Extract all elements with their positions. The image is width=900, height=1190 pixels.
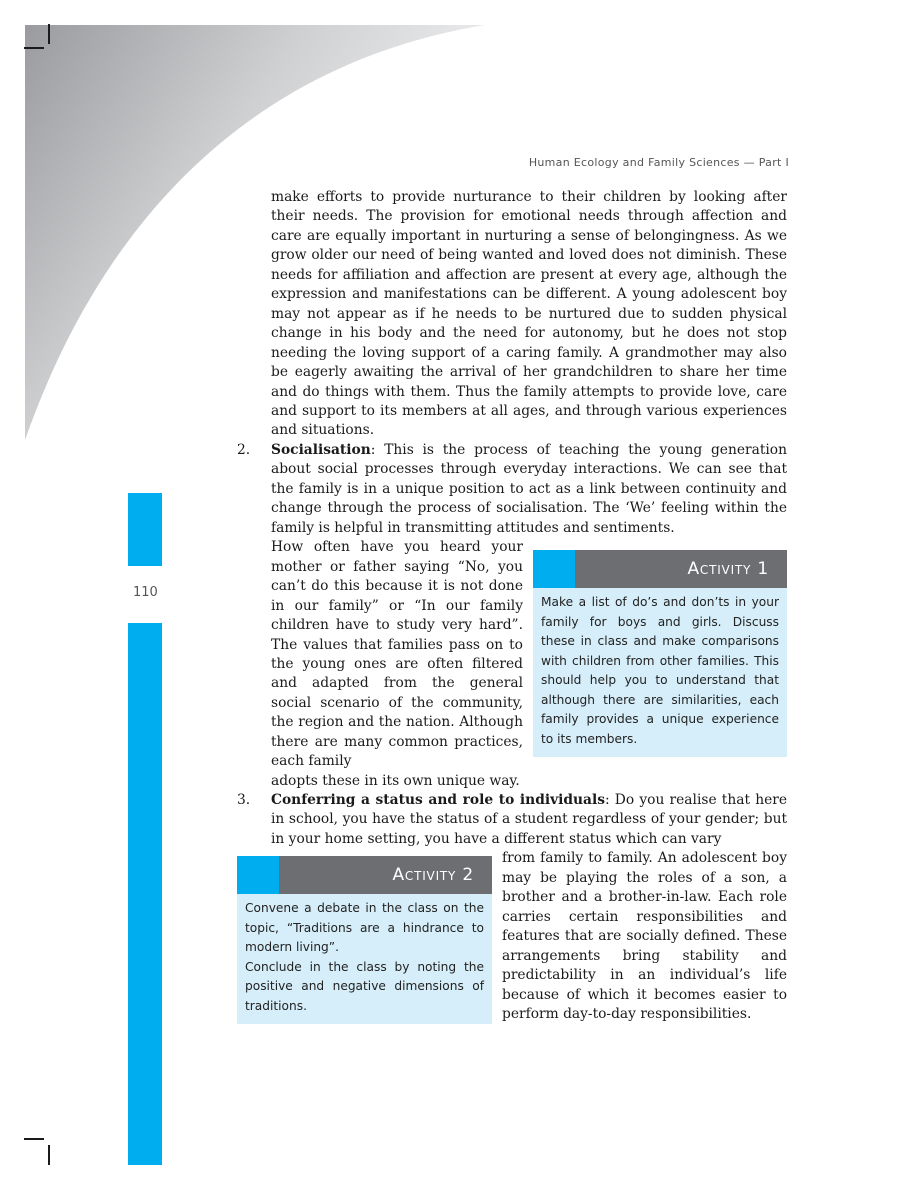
activity-2-body [237,894,492,1024]
activity-1-header [533,550,787,588]
socialisation-tail-text: adopts these in its own unique way. [271,772,520,789]
activity-2-box [237,856,492,1024]
crop-mark-bottom-horizontal [24,1138,44,1140]
list-item-body [271,791,787,849]
crop-mark-bottom-vertical [48,1145,50,1165]
socialisation-wrapped-span: How often have you heard your mother or father saying “No, you can’t do this because it is not done in our family” or “In our family children have to study very hard”. The values that families pass on to the young ones are often filtered and adapted from the general social scenario of the community, the region and the nation. Although there are many common practices, each family [271,539,523,770]
socialisation-heading: Socialisation [271,442,371,458]
status-role-text: : Do you realise that here in school, you have the status of a student regardless of your gender; but in your home setting, you have a different status which can vary [271,792,788,847]
margin-color-bar-bottom [128,623,162,1165]
activity-2-accent [237,856,279,894]
list-number: 2. [237,442,251,458]
page-number: 110 [133,585,158,600]
activity-1-box [533,550,787,757]
activity-2-title: Activity 2 [392,865,474,885]
activity-2-text-2: Conclude in the class by noting the positive and negative dimensions of traditions. [245,959,484,1013]
activity-1-text: Make a list of do’s and don’ts in your family for boys and girls. Discuss these in class and make comparisons with children from other families. This should help you to understand that although there are similarities, each family provides a unique experience to its members. [541,595,779,746]
socialisation-text: : This is the process of teaching the young generation about social processes through everyday interactions. We can see that the family is in a unique position to act as a link between continuity and change through the process of socialisation. The ‘We’ feeling within the family is helpful in transmitting attitudes and sentiments. [271,442,787,536]
socialisation-paragraph [271,441,787,538]
crop-mark-top-vertical [48,24,50,44]
intro-paragraph: make efforts to provide nurturance to their children by looking after their needs. The provision for emotional needs through affection and care are equally important in nurturing a sense of belongingness. As we grow older our need of being wanted and loved does not diminish. These needs for affiliation and affection are present at every age, although the expression and manifestations can be different. A young adolescent boy may not appear as if he needs to be nurtured due to sudden physical change in his body and the need for autonomy, but he does not stop needing the loving support of a caring family. A grandmother may also be eagerly awaiting the arrival of her grandchildren to share her time and do things with them. Thus the family attempts to provide love, care and support to its members at all ages, and through various experiences and situations. [271,189,787,439]
activity-2-header [237,856,492,894]
crop-mark-top-horizontal [24,47,44,49]
status-role-paragraph [271,791,787,849]
status-role-heading: Conferring a status and role to individuals [271,792,605,808]
activity-2-text-1: Convene a debate in the class on the topic, “Traditions are a hindrance to modern living”. [245,901,484,954]
activity-1-body [533,588,787,757]
list-number: 3. [237,792,251,808]
status-role-wrapped-text: from family to family. An adolescent boy may be playing the roles of a son, a brother and a brother-in-law. Each role carries certain responsibilities and features that are socially defined. These arrangements bring stability and predictability in an individual’s life because of which it becomes easier to perform day-to-day responsibilities. [502,850,787,1022]
running-header: Human Ecology and Family Sciences — Part I [528,156,789,169]
margin-color-bar-top [128,493,162,566]
activity-1-title: Activity 1 [687,559,769,579]
activity-1-accent [533,550,575,588]
socialisation-wrapped-text [271,538,523,771]
